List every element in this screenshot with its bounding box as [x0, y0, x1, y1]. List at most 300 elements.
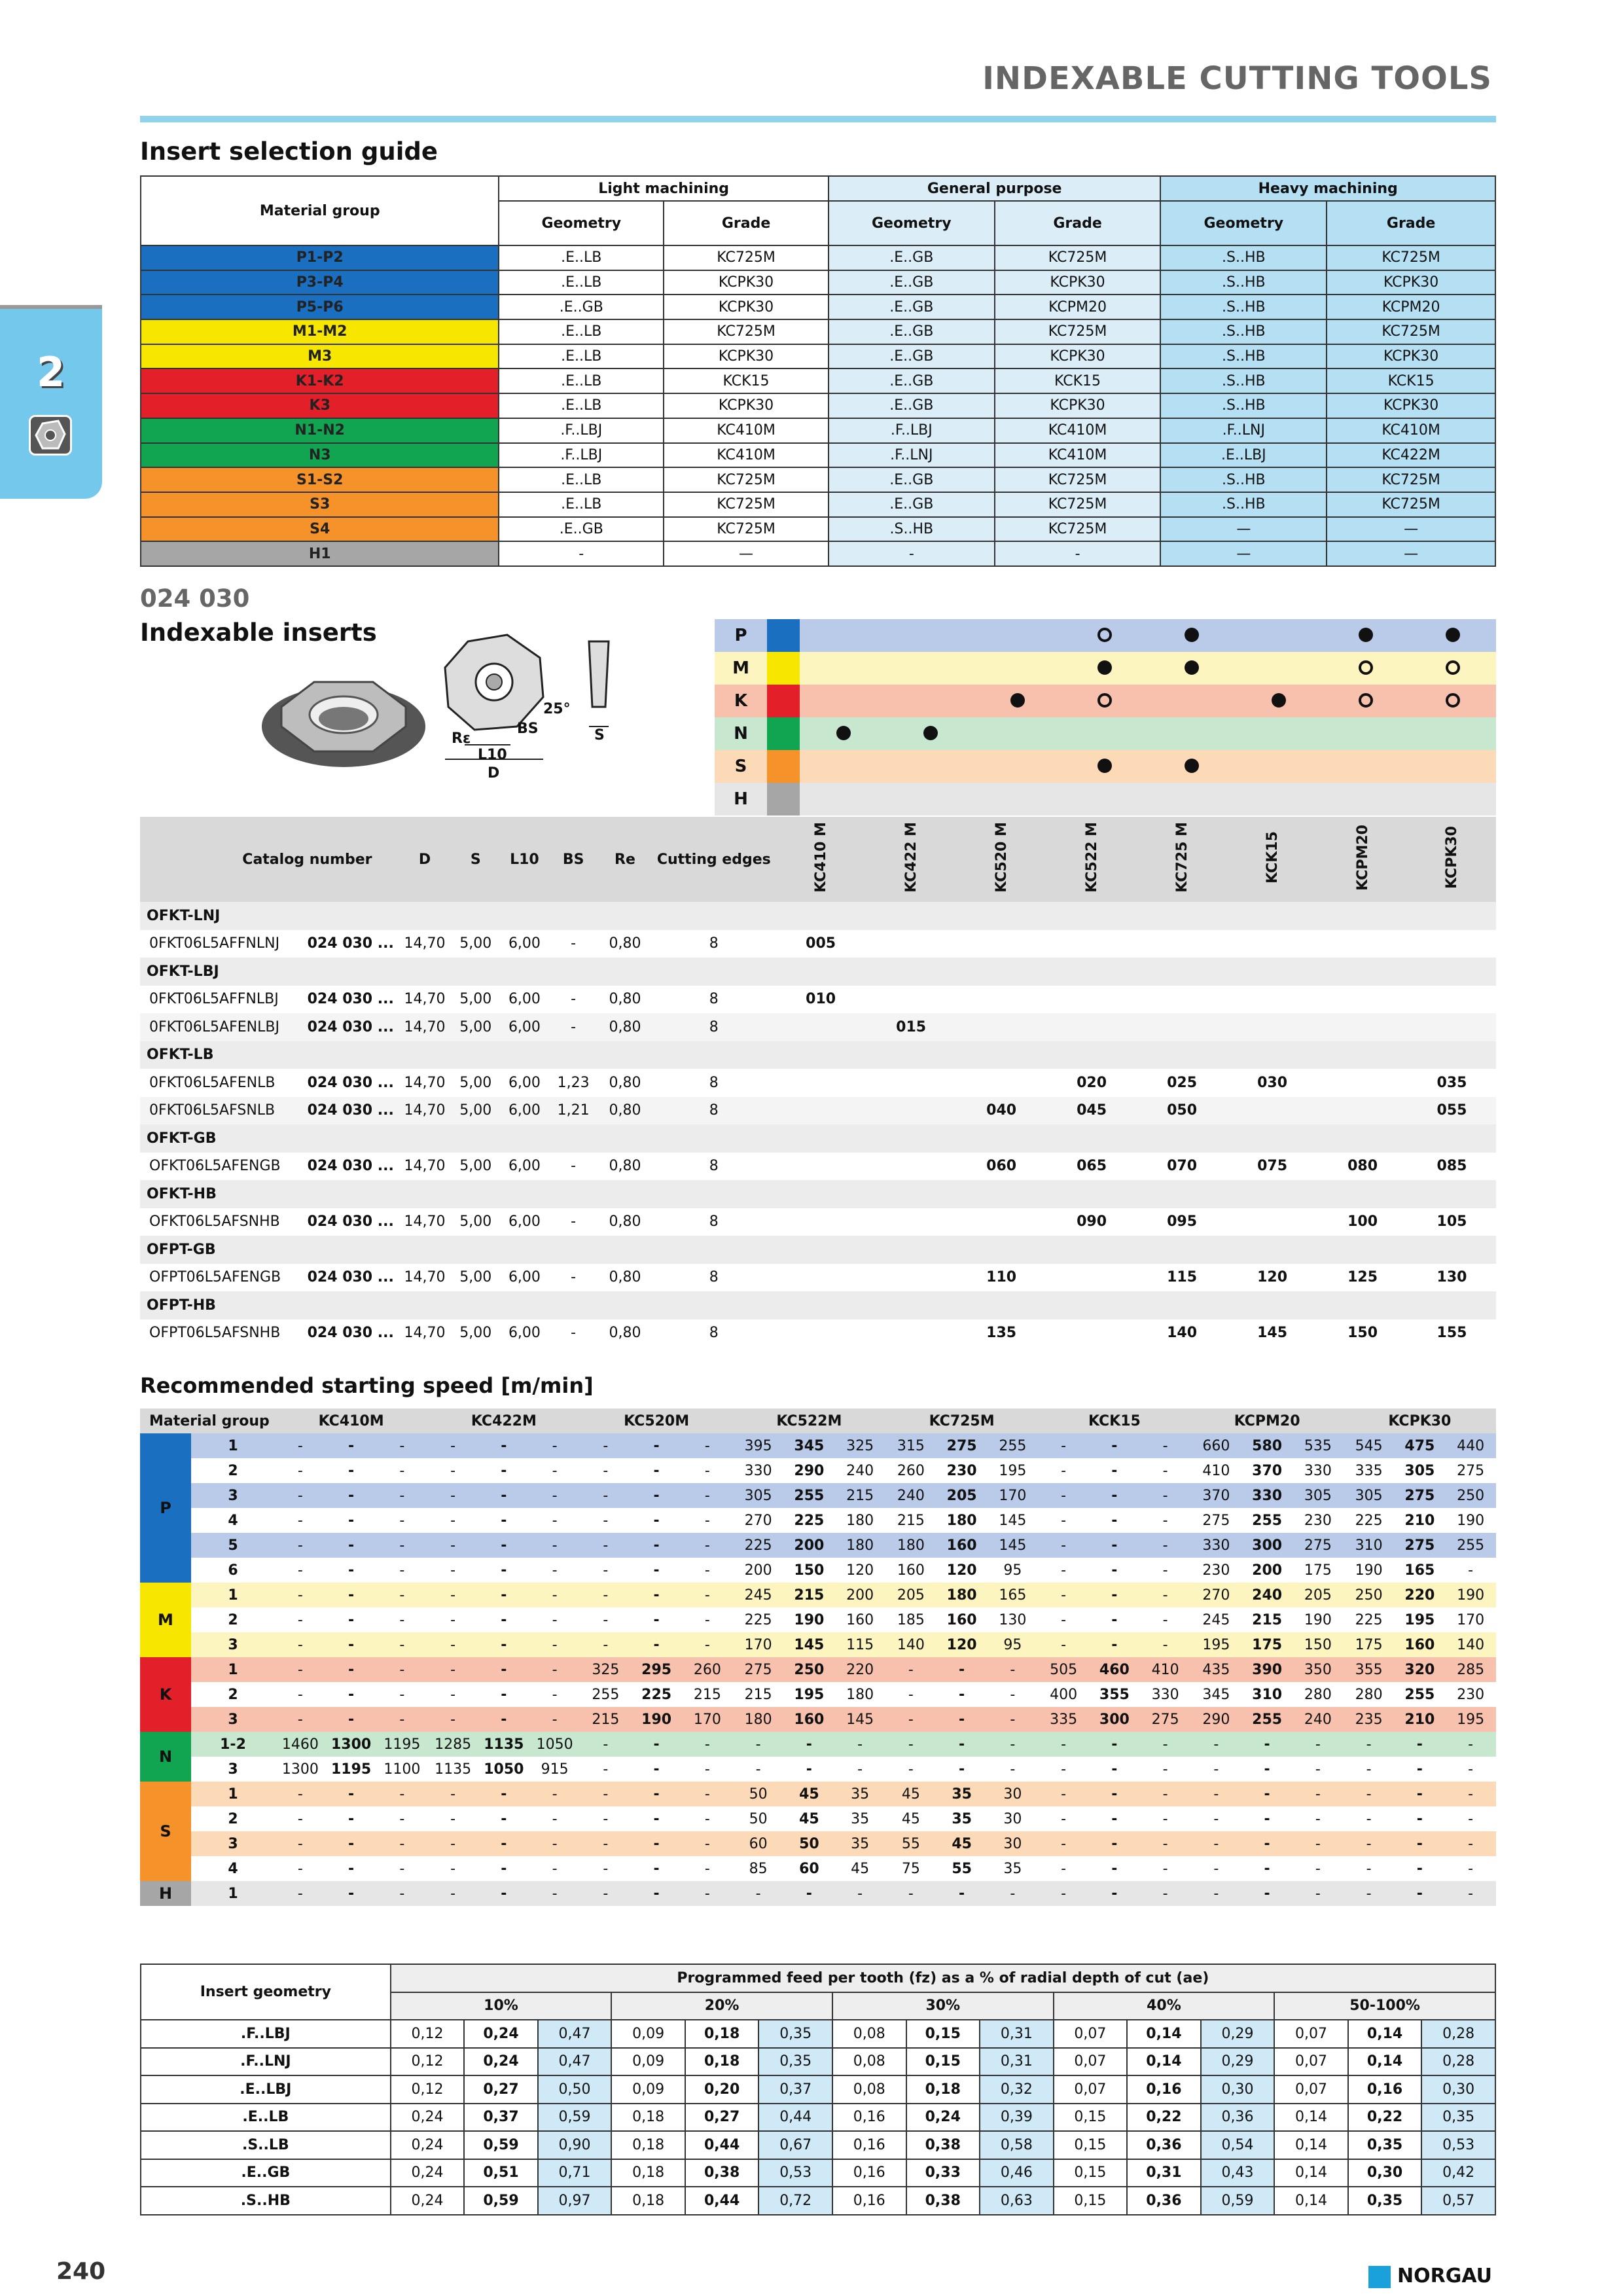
speed-value: -: [326, 1433, 377, 1458]
selection-cell: KC725M: [1327, 492, 1495, 517]
material-group-cell: M1-M2: [141, 319, 499, 344]
speed-value: -: [1089, 1558, 1140, 1583]
selection-cell: .E..GB: [829, 393, 995, 418]
insert-value: 120: [1257, 1269, 1288, 1286]
selection-row: [141, 492, 1495, 517]
iso-group-color: [767, 750, 800, 783]
speed-value: -: [529, 1632, 580, 1657]
sub-group: 3: [191, 1632, 275, 1657]
feed-value: 0,14: [1274, 2159, 1348, 2187]
speed-value: 255: [1241, 1508, 1293, 1533]
material-group-header: Material group: [140, 1408, 275, 1433]
speed-value: 250: [784, 1657, 835, 1682]
speed-value: -: [1344, 1757, 1395, 1782]
speed-value: -: [733, 1757, 784, 1782]
selection-cell: .E..LB: [499, 368, 664, 393]
speed-value: -: [682, 1607, 733, 1632]
insert-value: [776, 1153, 866, 1181]
sub-group: 3: [191, 1757, 275, 1782]
speed-value: 30: [988, 1831, 1039, 1856]
feed-value: 0,16: [832, 2131, 906, 2159]
speed-value: -: [1089, 1433, 1140, 1458]
feed-value: 0,22: [1348, 2104, 1422, 2132]
speed-value: 255: [988, 1433, 1039, 1458]
insert-value: 1,23: [557, 1074, 590, 1091]
feed-value: 0,18: [906, 2075, 980, 2104]
insert-value: [776, 1208, 866, 1236]
speed-value: 95: [988, 1632, 1039, 1657]
column-header: L10: [500, 817, 549, 902]
speed-value: 300: [1241, 1533, 1293, 1558]
speed-value: -: [580, 1757, 632, 1782]
speed-value: -: [580, 1433, 632, 1458]
application-mark: [800, 750, 887, 783]
speed-value: -: [529, 1583, 580, 1607]
speed-value: 190: [1344, 1558, 1395, 1583]
speed-value: 390: [1241, 1657, 1293, 1682]
feed-value: 0,59: [464, 2187, 538, 2215]
speed-value: -: [988, 1657, 1039, 1682]
speed-value: -: [427, 1707, 478, 1732]
sub-group: 6: [191, 1558, 275, 1583]
insert-value: 5,00: [459, 935, 492, 952]
insert-group-name: OFPT-GB: [140, 1236, 1496, 1264]
feed-value: 0,14: [1274, 2131, 1348, 2159]
insert-value: 020: [1077, 1074, 1107, 1091]
feed-value: 0,16: [832, 2104, 906, 2132]
selection-cell: .E..LB: [499, 467, 664, 492]
speed-value: -: [377, 1831, 428, 1856]
speed-value: 160: [885, 1558, 936, 1583]
grade-label: KCPM20: [1354, 824, 1371, 891]
speed-value: 400: [1038, 1682, 1089, 1707]
selection-cell: .E..LB: [499, 344, 664, 369]
speed-value: 350: [1293, 1657, 1344, 1682]
speed-value: 230: [1191, 1558, 1242, 1583]
insert-value: 8: [709, 1325, 719, 1342]
selection-cell: .E..GB: [829, 467, 995, 492]
speed-value: -: [1293, 1831, 1344, 1856]
speed-value: 180: [834, 1508, 885, 1533]
selection-cell: KCPM20: [1327, 295, 1495, 319]
insert-value: 0,80: [597, 1013, 652, 1041]
speed-value: -: [936, 1682, 988, 1707]
insert-value: 14,70: [404, 935, 446, 952]
application-mark: [1409, 783, 1496, 816]
insert-value: [866, 1153, 956, 1181]
speed-value: -: [1445, 1782, 1496, 1806]
selection-row: [141, 393, 1495, 418]
speed-value: -: [1395, 1732, 1446, 1757]
feed-value: 0,58: [980, 2131, 1054, 2159]
speed-value: -: [784, 1757, 835, 1782]
feed-value: 0,15: [1054, 2104, 1128, 2132]
insert-value: 6,00: [500, 1013, 549, 1041]
insert-value: 6,00: [508, 1269, 541, 1286]
feed-value: 0,08: [832, 2020, 906, 2048]
speed-value: 285: [1445, 1657, 1496, 1682]
selection-cell: .S..HB: [1160, 344, 1327, 369]
sub-group: 2: [191, 1682, 275, 1707]
speed-value: -: [529, 1657, 580, 1682]
insert-value: [1046, 1013, 1137, 1041]
speed-value: -: [1038, 1607, 1089, 1632]
speed-value: -: [275, 1782, 326, 1806]
speed-value: -: [1140, 1856, 1191, 1881]
feed-value: 0,59: [464, 2131, 538, 2159]
insert-row: [140, 1013, 1496, 1041]
insert-value: [1227, 1208, 1317, 1236]
speed-value: -: [1089, 1583, 1140, 1607]
speed-value: -: [427, 1433, 478, 1458]
application-mark: [1235, 783, 1322, 816]
speed-value: 275: [1140, 1707, 1191, 1732]
speed-value: -: [631, 1632, 682, 1657]
feed-value: 0,37: [758, 2075, 832, 2104]
speed-value: 330: [1293, 1458, 1344, 1483]
speed-value: 45: [784, 1806, 835, 1831]
speed-value: -: [529, 1707, 580, 1732]
selection-cell: .S..HB: [1160, 492, 1327, 517]
speed-value: 225: [1344, 1607, 1395, 1632]
insert-value: 075: [1257, 1158, 1288, 1175]
speed-value: 180: [936, 1583, 988, 1607]
speed-row: [140, 1657, 1496, 1682]
insert-value: 070: [1167, 1158, 1198, 1175]
selection-cell: KC410M: [664, 443, 829, 468]
speed-value: 210: [1395, 1707, 1446, 1732]
speed-value: -: [529, 1682, 580, 1707]
speed-value: -: [1038, 1856, 1089, 1881]
feed-value: 0,07: [1054, 2075, 1128, 2104]
speed-value: 150: [784, 1558, 835, 1583]
feed-value: 0,24: [464, 2048, 538, 2076]
iso-group-color: [767, 619, 800, 652]
speed-value: -: [631, 1782, 682, 1806]
speed-value: 270: [733, 1508, 784, 1533]
insert-value: [956, 1013, 1046, 1041]
speed-value: 240: [1293, 1707, 1344, 1732]
feed-column-header: 10%: [391, 1992, 612, 2020]
speed-value: -: [682, 1583, 733, 1607]
speed-value: 330: [1241, 1483, 1293, 1508]
speed-value: -: [478, 1707, 529, 1732]
speed-value: 145: [784, 1632, 835, 1657]
feed-value: 0,24: [391, 2187, 465, 2215]
speed-value: -: [885, 1881, 936, 1906]
speed-value: -: [275, 1831, 326, 1856]
speed-value: 200: [784, 1533, 835, 1558]
speed-value: 45: [885, 1782, 936, 1806]
speed-value: -: [580, 1483, 632, 1508]
material-group-cell: P3-P4: [141, 270, 499, 295]
speed-value: -: [580, 1856, 632, 1881]
speed-value: -: [377, 1483, 428, 1508]
feed-value: 0,18: [685, 2020, 759, 2048]
insert-value: -: [571, 991, 577, 1008]
grade-header: [866, 817, 956, 902]
selection-cell: KC410M: [995, 418, 1161, 443]
insert-value: [956, 1208, 1046, 1236]
feed-value: 0,14: [1127, 2048, 1201, 2076]
grade-label: KC422 M: [902, 822, 919, 893]
speed-value: -: [478, 1583, 529, 1607]
insert-value: 115: [1167, 1269, 1198, 1286]
speed-value: -: [275, 1458, 326, 1483]
speed-value: -: [682, 1483, 733, 1508]
feed-value: 0,16: [832, 2159, 906, 2187]
speed-value: -: [275, 1483, 326, 1508]
selection-cell: KCPK30: [1327, 344, 1495, 369]
speed-value: -: [427, 1856, 478, 1881]
speed-value: -: [427, 1682, 478, 1707]
grade-header: KCPK30: [1344, 1408, 1496, 1433]
insert-row: [140, 1208, 1496, 1236]
feed-row: [141, 2131, 1495, 2159]
iso-group-row: [715, 619, 1496, 652]
subheader: Geometry: [829, 201, 995, 245]
feed-value: 0,12: [391, 2075, 465, 2104]
speed-value: -: [326, 1806, 377, 1831]
insert-value: [1046, 1264, 1137, 1292]
insert-value: 024 030 ...: [303, 1097, 399, 1125]
speed-value: 30: [988, 1782, 1039, 1806]
selection-cell: KC725M: [995, 319, 1161, 344]
speed-value: 140: [885, 1632, 936, 1657]
feed-value: 0,24: [906, 2104, 980, 2132]
speed-value: -: [936, 1657, 988, 1682]
inserts-header: [140, 817, 1496, 902]
selection-cell: —: [1327, 541, 1495, 566]
speed-value: -: [580, 1881, 632, 1906]
speed-value: 225: [733, 1533, 784, 1558]
speed-value: -: [478, 1782, 529, 1806]
iso-group-label: N: [715, 717, 767, 750]
speed-value: -: [631, 1458, 682, 1483]
speed-value: -: [733, 1881, 784, 1906]
insert-value: [1046, 930, 1137, 958]
feed-value: 0,24: [391, 2159, 465, 2187]
sub-group: 1: [191, 1881, 275, 1906]
selection-cell: KC725M: [995, 467, 1161, 492]
feed-value: 0,14: [1274, 2104, 1348, 2132]
selection-row: [141, 418, 1495, 443]
selection-cell: .E..GB: [829, 344, 995, 369]
speed-value: -: [988, 1881, 1039, 1906]
speed-value: 55: [885, 1831, 936, 1856]
speed-value: -: [1038, 1458, 1089, 1483]
feed-row: [141, 2104, 1495, 2132]
speed-value: -: [275, 1433, 326, 1458]
selection-cell: KC725M: [664, 467, 829, 492]
speed-value: 305: [1344, 1483, 1395, 1508]
feed-column-header: 30%: [832, 1992, 1054, 2020]
speed-value: -: [1089, 1831, 1140, 1856]
feed-value: 0,53: [758, 2159, 832, 2187]
speed-value: -: [1241, 1806, 1293, 1831]
speed-row: [140, 1458, 1496, 1483]
speed-value: 245: [733, 1583, 784, 1607]
sub-group: 4: [191, 1508, 275, 1533]
selection-row: [141, 541, 1495, 566]
feed-value: 0,15: [1054, 2131, 1128, 2159]
speed-value: -: [1140, 1458, 1191, 1483]
selection-row: [141, 368, 1495, 393]
speed-value: 410: [1140, 1657, 1191, 1682]
speed-value: 160: [936, 1607, 988, 1632]
speed-value: 175: [1293, 1558, 1344, 1583]
sub-group: 3: [191, 1707, 275, 1732]
insert-value: [866, 930, 956, 958]
speed-value: -: [1344, 1856, 1395, 1881]
column-header: BS: [549, 817, 598, 902]
speed-value: 195: [1191, 1632, 1242, 1657]
speed-value: -: [631, 1831, 682, 1856]
insert-value: [866, 1069, 956, 1097]
speed-value: 245: [1191, 1607, 1242, 1632]
sub-group: 2: [191, 1806, 275, 1831]
speed-value: -: [631, 1583, 682, 1607]
speed-value: -: [427, 1583, 478, 1607]
sub-group: 1-2: [191, 1732, 275, 1757]
speed-value: 85: [733, 1856, 784, 1881]
material-group-label: N: [140, 1732, 191, 1782]
speed-value: 180: [733, 1707, 784, 1732]
application-mark: [1148, 717, 1235, 750]
material-group-cell: S3: [141, 492, 499, 517]
insert-value: 110: [986, 1269, 1017, 1286]
speed-value: -: [1191, 1831, 1242, 1856]
insert-value: 1,21: [549, 1097, 598, 1125]
feed-value: 0,14: [1348, 2020, 1422, 2048]
insert-value: 065: [1077, 1158, 1107, 1175]
insert-value: [1317, 986, 1408, 1014]
insert-value: 14,70: [404, 991, 446, 1008]
speed-row: [140, 1682, 1496, 1707]
speed-value: -: [427, 1508, 478, 1533]
page-number: 240: [56, 2258, 106, 2285]
application-mark: [800, 619, 887, 652]
speed-value: -: [1089, 1881, 1140, 1906]
catalog-number: 0FKT06L5AFFNLBJ: [149, 991, 279, 1008]
selection-cell: KCPK30: [664, 295, 829, 319]
speed-value: -: [275, 1707, 326, 1732]
bs-label: BS: [517, 721, 539, 737]
insert-group-row: [140, 1041, 1496, 1069]
iso-group-color: [767, 685, 800, 717]
insert-group-row: [140, 1236, 1496, 1264]
grade-header: KCPM20: [1191, 1408, 1344, 1433]
insert-value: [776, 1319, 866, 1348]
feed-value: 0,57: [1421, 2187, 1495, 2215]
insert-value: [1317, 1097, 1408, 1125]
selection-cell: —: [1160, 517, 1327, 542]
speed-value: -: [529, 1433, 580, 1458]
grade-header: KC520M: [580, 1408, 733, 1433]
speed-value: -: [427, 1831, 478, 1856]
feed-value: 0,07: [1054, 2048, 1128, 2076]
insert-3d-image: [255, 655, 432, 772]
insert-value: [1046, 1319, 1137, 1348]
feed-value: 0,30: [1348, 2159, 1422, 2187]
speed-value: 250: [1445, 1483, 1496, 1508]
speed-value: -: [1089, 1458, 1140, 1483]
selection-cell: KC410M: [664, 418, 829, 443]
selection-cell: .E..GB: [829, 368, 995, 393]
selection-cell: .E..LB: [499, 270, 664, 295]
selection-cell: KC410M: [1327, 418, 1495, 443]
insert-group-name: OFKT-LB: [140, 1041, 1496, 1069]
chapter-tab[interactable]: [0, 309, 102, 499]
speed-value: -: [529, 1831, 580, 1856]
speed-value: 170: [682, 1707, 733, 1732]
selection-cell: KC725M: [995, 245, 1161, 270]
insert-value: [866, 1208, 956, 1236]
insert-value: 8: [709, 1213, 719, 1230]
insert-value: [776, 1013, 866, 1041]
speed-value: 225: [1344, 1508, 1395, 1533]
speed-value: -: [427, 1881, 478, 1906]
grade-header: KC422M: [427, 1408, 580, 1433]
iso-group-label: P: [715, 619, 767, 652]
selection-cell: KC725M: [664, 517, 829, 542]
speed-value: -: [427, 1607, 478, 1632]
application-mark: [1322, 783, 1409, 816]
speed-value: -: [326, 1558, 377, 1583]
speed-value: 45: [885, 1806, 936, 1831]
speed-value: 60: [733, 1831, 784, 1856]
selection-cell: .S..HB: [1160, 270, 1327, 295]
insert-value: 060: [986, 1158, 1017, 1175]
speed-value: -: [682, 1558, 733, 1583]
selection-cell: KC410M: [995, 443, 1161, 468]
feed-value: 0,20: [685, 2075, 759, 2104]
speed-value: -: [1140, 1782, 1191, 1806]
speed-value: -: [1038, 1782, 1089, 1806]
catalog-number: 0FKT06L5AFFNLNJ: [149, 935, 280, 952]
speed-value: -: [275, 1508, 326, 1533]
speed-row: [140, 1533, 1496, 1558]
feed-value: 0,35: [758, 2048, 832, 2076]
feed-value: 0,46: [980, 2159, 1054, 2187]
feed-value: 0,24: [464, 2020, 538, 2048]
speed-value: -: [1191, 1881, 1242, 1906]
feed-value: 0,09: [611, 2075, 685, 2104]
insert-value: -: [549, 1013, 598, 1041]
application-mark: [887, 783, 974, 816]
speed-row: [140, 1806, 1496, 1831]
selection-cell: —: [664, 541, 829, 566]
speed-value: 335: [1344, 1458, 1395, 1483]
selection-guide-title: Insert selection guide: [140, 137, 438, 166]
insert-geometry: .F..LNJ: [141, 2048, 391, 2076]
insert-value: -: [571, 1325, 577, 1342]
speed-value: 175: [1241, 1632, 1293, 1657]
speed-value: 335: [1038, 1707, 1089, 1732]
speed-value: -: [1445, 1831, 1496, 1856]
speed-value: 270: [1191, 1583, 1242, 1607]
speed-value: 255: [580, 1682, 632, 1707]
speed-value: -: [1140, 1632, 1191, 1657]
feed-value: 0,36: [1127, 2131, 1201, 2159]
selection-row: [141, 319, 1495, 344]
insert-value: 8: [652, 1013, 776, 1041]
iso-group-row: [715, 750, 1496, 783]
insert-value: [866, 1264, 956, 1292]
selection-cell: .F..LBJ: [499, 443, 664, 468]
speed-value: 275: [1395, 1483, 1446, 1508]
speed-value: -: [1344, 1732, 1395, 1757]
